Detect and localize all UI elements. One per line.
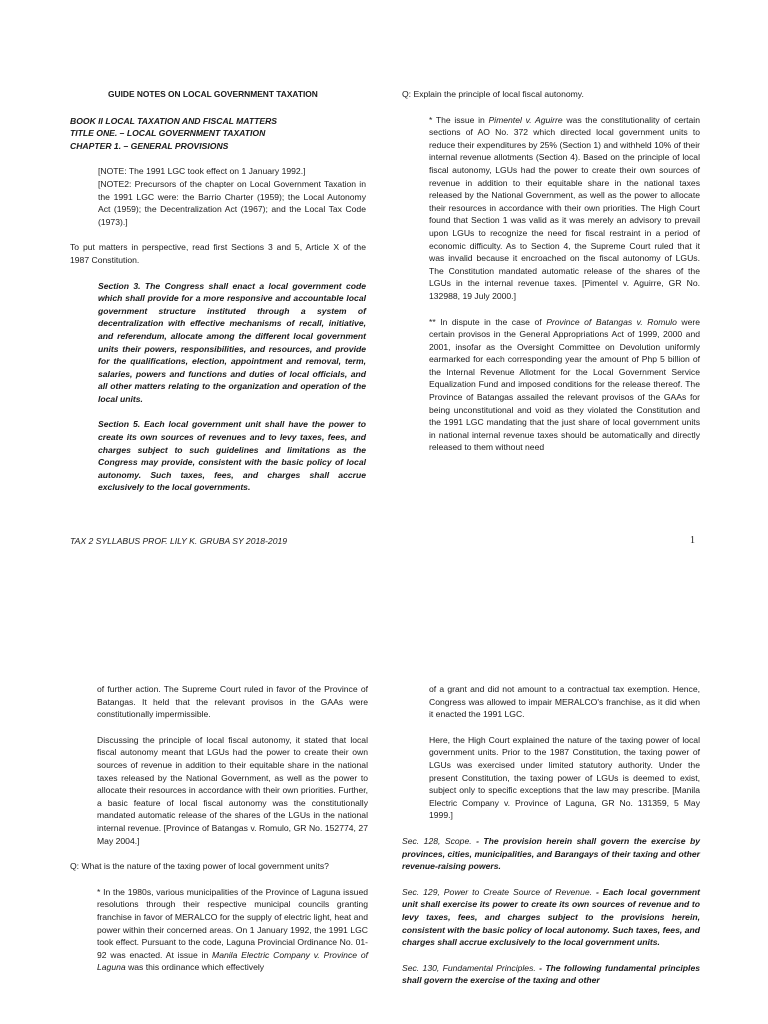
answer-meralco	[70, 886, 368, 974]
book-heading: BOOK II LOCAL TAXATION AND FISCAL MATTERS	[70, 115, 278, 126]
page-footer: TAX 2 SYLLABUS PROF. LILY K. GRUBA SY 2018-2019	[70, 536, 288, 546]
note-1: [NOTE: The 1991 LGC took effect on 1 January 1992.]	[98, 166, 306, 177]
question-fiscal-autonomy: Q: Explain the principle of local fiscal autonomy.	[402, 89, 584, 99]
intro-paragraph: To put matters in perspective, read first Sections 3 and 5, Article X of the 1987 Constitution.	[70, 242, 366, 265]
section-128-heading: Sec. 128, Scope.	[402, 835, 472, 846]
meralco-continuation: of a grant and did not amount to a contractual tax exemption. Hence, Congress was allowed to impair MERALCO's franchise, as it did when it enacted the 1991 LGC.	[429, 684, 700, 720]
section-130-heading: Sec. 130, Fundamental Principles.	[402, 962, 536, 973]
page-number: 1	[690, 535, 695, 546]
note-2: [NOTE2: Precursors of the chapter on Local Government Taxation in the 1991 LGC were: the Barrio Charter (1959); the Local Autonomy Act (1959); the Decentralization Act (1967); and the Local Tax Code (1973).]	[98, 178, 366, 227]
title-heading: TITLE ONE. – LOCAL GOVERNMENT TAXATION	[70, 128, 266, 139]
left-column	[70, 88, 366, 494]
fiscal-autonomy-discussion: Discussing the principle of local fiscal autonomy, it stated that local fiscal autonomy meant that LGUs had the power to create their own sources of revenue in addition to their equitable share in the national taxes released by the National Government, as well as the power to allocate their resources in accordance with their own priorities. Further, a basic feature of local fiscal autonomy was the constitutionally mandated automatic release of the shares of the LGUs in the national internal revenue. [Province of Batangas v. Romulo, GR No. 152774, 27 May 2004.]	[97, 734, 368, 846]
answer-pimentel-intro: * The issue in	[429, 114, 489, 125]
answer-meralco-intro: * In the 1980s, various municipalities of the Province of Laguna issued resolutions through their respective municipal councils granting franchise in favor of MERALCO for the supply of electric light, heat and power within their concerned areas. On 1 January 1992, the 1991 LGC took effect. Pursuant to the code, Laguna Provincial Ordinance No. 01-92 was enacted. At issue in	[97, 886, 368, 960]
question-taxing-power: Q: What is the nature of the taxing power of local government units?	[70, 861, 329, 872]
answer-pimentel	[402, 114, 700, 303]
section-128	[402, 835, 700, 873]
constitution-section-3: Section 3. The Congress shall enact a local government code which shall provide for a more responsive and accountable local government structure instituted through a system of decentralization with effective mechanisms of recall, initiative, and referendum, allocate among the different local government units their powers, responsibilities, and resources, and provide for the qualifications, election, appointment and removal, term, salaries, powers and functions and duties of local officials, and all other matters relating to the organization and operation of the local units.	[98, 280, 366, 404]
section-128-body: - The provision herein shall govern the exercise by provinces, cities, municipalities, and Barangays of their taxing and other revenue-raising powers.	[402, 835, 700, 872]
case-name-batangas: Province of Batangas v. Romulo	[546, 316, 677, 327]
answer-batangas-body: were certain provisos in the General Appropriations Act of 1999, 2000 and 2001, insofar as the Oversight Committee on Devolution uniformly earmarked for each corresponding year the amount of Php 5 billion of the Internal Revenue Allotment for the Local Government Service Equalization Fund and imposed conditions for the release thereof. The Province of Batangas assailed the relevant provisos of the GAAs for being unconstitutional and void as they violated the Constitution and the 1991 LGC mandating that the just share of local government units in national internal revenue taxes should be automatically and directly released to them without need	[429, 316, 701, 453]
section-129-heading: Sec. 129, Power to Create Source of Revenue.	[402, 886, 593, 897]
case-name-meralco: Manila Electric Company v. Province of Laguna	[97, 949, 368, 973]
answer-batangas	[402, 316, 700, 455]
left-column-2	[70, 683, 368, 974]
book-headings	[70, 115, 366, 153]
batangas-continuation: of further action. The Supreme Court ruled in favor of the Province of Batangas. It held that the relevant provisos in the GAAs were constitutionally impermissible.	[97, 684, 368, 720]
page-separator	[0, 566, 768, 676]
section-129-body: - Each local government unit shall exercise its power to create its own sources of revenue and to levy taxes, fees, and charges subject to the provisions herein, consistent with the basic policy of local autonomy. Such taxes, fees, and charges shall accrue exclusively to the local government units.	[402, 886, 700, 948]
answer-pimentel-body: was the constitutionality of certain sections of AO No. 372 which directed local government units to reduce their expenditures by 25% (Section 1) and withheld 10% of their internal revenue allotments (Section 4). Based on the principle of local fiscal autonomy, LGUs had the power to create their own sources of revenue in addition to their equitable share in the national taxes released by the National Government, as well as the power to allocate their resources in accordance with their own priorities. The High Court found that Section 1 was valid as it was merely an advisory to prevail upon LGUs to recognize the need for fiscal restraint in a period of economic difficulty. As to Section 4, the Supreme Court ruled that it was invalid because it encroached on the fiscal autonomy of LGUs. The Constitution mandated automatic release of the shares of the LGUs in the internal revenue taxes. [Pimentel v. Aguirre, GR No. 132988, 19 July 2000.]	[429, 114, 700, 301]
section-130-body: - The following fundamental principles shall govern the exercise of the taxing and other	[402, 962, 701, 986]
taxing-power-nature: Here, the High Court explained the nature of the taxing power of local government units. Prior to the 1987 Constitution, the taxing power of LGUs was exercised under limited statutory authority. Under the present Constitution, the taxing power of LGUs is deemed to exist, subject only to specific exceptions that the law may prescribe. [Manila Electric Company v. Province of Laguna, GR No. 131359, 5 May 1999.]	[429, 734, 700, 821]
case-name-pimentel: Pimentel v. Aguirre	[488, 114, 563, 125]
document-page-2	[0, 676, 768, 1024]
section-130	[402, 962, 700, 987]
document-title: GUIDE NOTES ON LOCAL GOVERNMENT TAXATION	[108, 89, 318, 99]
section-129	[402, 886, 700, 949]
notes-block	[70, 165, 366, 228]
constitution-section-5: Section 5. Each local government unit shall have the power to create its own sources of revenues and to levy taxes, fees, and charges subject to such guidelines and limitations as the Congress may provide, consistent with the basic policy of local autonomy. Such taxes, fees, and charges shall accrue exclusively to the local governments.	[98, 419, 366, 493]
answer-batangas-intro: ** In dispute in the case of	[429, 316, 547, 327]
answer-meralco-body: was this ordinance which effectively	[125, 962, 265, 973]
right-column-2	[402, 683, 700, 987]
chapter-heading: CHAPTER 1. – GENERAL PROVISIONS	[70, 140, 229, 151]
right-column	[402, 88, 700, 454]
